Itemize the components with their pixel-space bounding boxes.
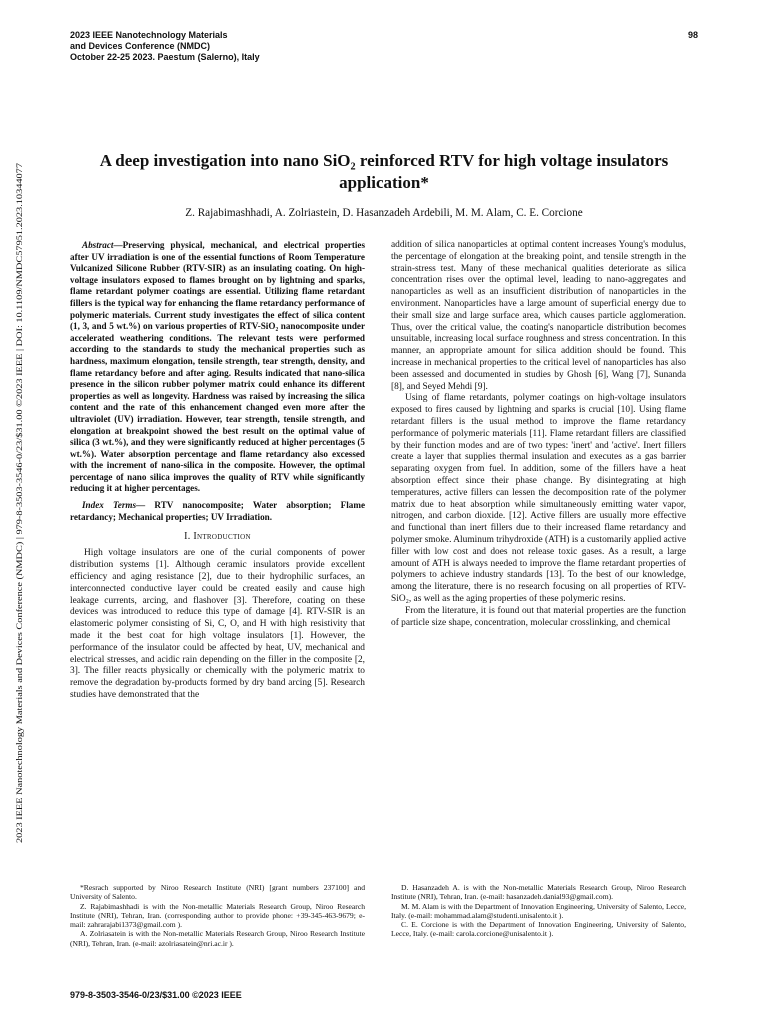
footnote-author-1: Z. Rajabimashhadi is with the Non-metallic Materials Research Group, Niroo Research Institute (NRI), Tehran, Iran. (corresponding author to provide phone: +39-345-463-9679; e-mail: zahrarajabi1373@gmail.com ). <box>70 901 365 930</box>
body-paragraph-1: addition of silica nanoparticles at optimal content increases Young's modulus, the percentage of elongation at the breaking point, and tensile strength in the strain-stress test. Many of these mechanical qualities deteriorate as silica concentration rises over the optimal level, leading to nano-aggregates and nanoparticles as well as an insufficient distribution of nanoparticles in the environment. Nanoparticles have a large amount of superficial energy due to their small size and large surface area, which causes particle agglomeration. Thus, over the critical value, the coating's nanoparticle distribution becomes unsuitable, increasing local surface roughness and stress concentration. In this manner, an appropriate amount for silica addition should be found. This increase in mechanical properties to the critical level of nanoparticles has also been assessed and documented in studies by Ghosh [6], Wang [7], Sunanda [8], and Seyed Mehdi [9]. <box>391 240 686 392</box>
conference-header <box>70 30 370 63</box>
doi-sidebar-svg <box>2 158 30 848</box>
paper-title: A deep investigation into nano SiO₂ reinforced RTV for high voltage insulators application* <box>99 151 669 192</box>
footnote-funding: *Resrach supported by Niroo Research Institute (NRI) [grant numbers 237100] and University of Salento. <box>70 883 365 902</box>
doi-sidebar-text: 2023 IEEE Nanotechnology Materials and Devices Conference (NMDC) | 979-8-3503-3546-0/23/$31.00 ©2023 IEEE | DOI: 10.1109/NMDC57951.2023.10344077 <box>15 290 24 843</box>
conference-name-line2: and Devices Conference (NMDC) <box>70 41 211 51</box>
body-paragraph-2: Using of flame retardants, polymer coatings on high-voltage insulators exposed to fires caused by lightning and sparks is crucial [10]. Using flame retardant fillers is the usual method to improve the flame retardancy performance of polymeric materials [11]. Flame retardant fillers are classified by their function modes and are of two types: 'inert' and 'active'. Inert fillers create a layer that supplies thermal insulation and executes as a gas barrier separating oxygen from fuel. In addition, some of the fillers have a heat absorption effect since their phase change. By disintegrating at high temperatures, active fillers can lessen the decomposition rate of the polymer matrix due to heat absorption while simultaneously emitting water vapor, nitrogen, and carbon dioxide. [12]. Active fillers are usually more effective and functional than inert fillers due to their increased flame retardancy and polymer smoke. Aluminum trihydroxide (ATH) is a customarily applied active filler with low cost and does not release toxic gases. As a result, a large amount of ATH is always needed to improve the flame retardant properties of polymers to achieve industry standards [13]. To the best of our knowledge, among the literature, there is no research focusing on all properties of RTV-SiO₂, as well as the aging properties of these polymeric resins. <box>391 393 686 604</box>
page-number: 98 <box>687 30 698 40</box>
abstract-label: Abstract <box>82 240 114 250</box>
index-terms <box>70 500 365 524</box>
doi-sidebar <box>2 158 30 848</box>
intro-paragraph: High voltage insulators are one of the curial components of power distribution systems [1]. Although ceramic insulators provide excellent efficiency and aging resistance [2], due to their hydrophilic surfaces, an interconnected conductive layer could be created easily and cause high leakage currents, arcing, and flashover [3]. Therefore, coating on these devices was introduced to reduce this type of damage [4]. RTV-SIR is an elastomeric polymer consisting of Si, C, O, and H with high resistivity that made it the best coat for high voltage insulators [1]. However, the performance of the insulator could be affected by heat, UV, mechanical and electrical stresses, and acidic rain depending on the filler in the composite [2, 3]. The filler reacts physically or chemically with the polymeric matrix to remove the degradation by-products formed by dry band arcing [5]. Research studies have demonstrated that the <box>70 548 365 701</box>
index-terms-label: Index Terms <box>82 500 137 511</box>
footnote-author-3: D. Hasanzadeh A. is with the Non-metallic Materials Research Group, Niroo Research Institute (NRI), Tehran, Iran. (e-mail: hasanzadeh.danial93@gmail.com). <box>391 883 686 902</box>
footnote-author-5: C. E. Corcione is with the Department of Innovation Engineering, University of Salento, Lecce, Italy. (e-mail: carola.corcione@unisalento.it ). <box>391 920 686 939</box>
right-column <box>391 240 686 629</box>
abstract-text: —Preserving physical, mechanical, and electrical properties after UV irradiation is one of the essential functions of Room Temperature Vulcanized Silicone Rubber (RTV-SIR) as an insulating coating. On high-voltage insulators exposed to flames brought on by lightning and sparks, flame retardant polymer coatings are essential. Utilizing flame retardant fillers is the typical way for enhancing the flame retardancy performance of polymeric materials. Current study investigates the effect of silica content (1, 3, and 5 wt.%) on various properties of RTV-SiO₂ nanocomposite under accelerated weathering conditions. The relevant tests were performed according to the standards to study the mechanical properties such as hardness, maximum elongation, tensile strength, tear strength, density, and flame retardancy before and after aging. Results indicated that nano-silica presence in the silicon rubber polymer matrix could enhance its different properties as well as longevity. Hardness was raised by increasing the silica content and the rate of this enhancement changed even more after the ultraviolet (UV) irradiation. However, tear strength, tensile strength, and elongation at breakpoint showed the best result on the optimal value of silica (3 wt.%), and they were significantly reduced at higher percentages (5 wt.%). Water absorption percentage and flame retardancy also excessed with the increment of nano-silica in the composite. However, the optimal percentage of nano silica improves the quality of RTV while significantly reducing it at higher percentages. <box>70 240 365 494</box>
author-list: Z. Rajabimashhadi, A. Zolriastein, D. Hasanzadeh Ardebili, M. M. Alam, C. E. Corcione <box>185 207 583 219</box>
footnote-author-4: M. M. Alam is with the Department of Innovation Engineering, University of Salento, Lecce, Italy. (e-mail: mohammad.alam@studenti.unisalento.it ). <box>391 901 686 920</box>
footnote-author-2: A. Zolriasatein is with the Non-metallic Materials Research Group, Niroo Research Institute (NRI), Tehran, Iran. (e-mail: azolriasatein@nri.ac.ir ). <box>70 929 365 948</box>
isbn-footer: 979-8-3503-3546-0/23/$31.00 ©2023 IEEE <box>70 990 242 1000</box>
left-column <box>70 240 365 702</box>
conference-name-line1: 2023 IEEE Nanotechnology Materials <box>70 30 228 40</box>
section-number: I. <box>184 530 191 542</box>
index-terms-text: — RTV nanocomposite; Water absorption; Flame retardancy; Mechanical properties; UV Irradiation. <box>70 500 365 522</box>
footnotes-right <box>391 883 686 939</box>
section-title: Introduction <box>193 530 251 542</box>
conference-date-location: October 22-25 2023. Paestum (Salerno), Italy <box>70 52 260 62</box>
body-paragraph-3: From the literature, it is found out that material properties are the function of particle size shape, concentration, molecular crosslinking, and chemical <box>391 605 686 628</box>
section-heading-introduction <box>70 531 365 543</box>
abstract <box>70 240 365 495</box>
footnotes-left <box>70 883 365 948</box>
